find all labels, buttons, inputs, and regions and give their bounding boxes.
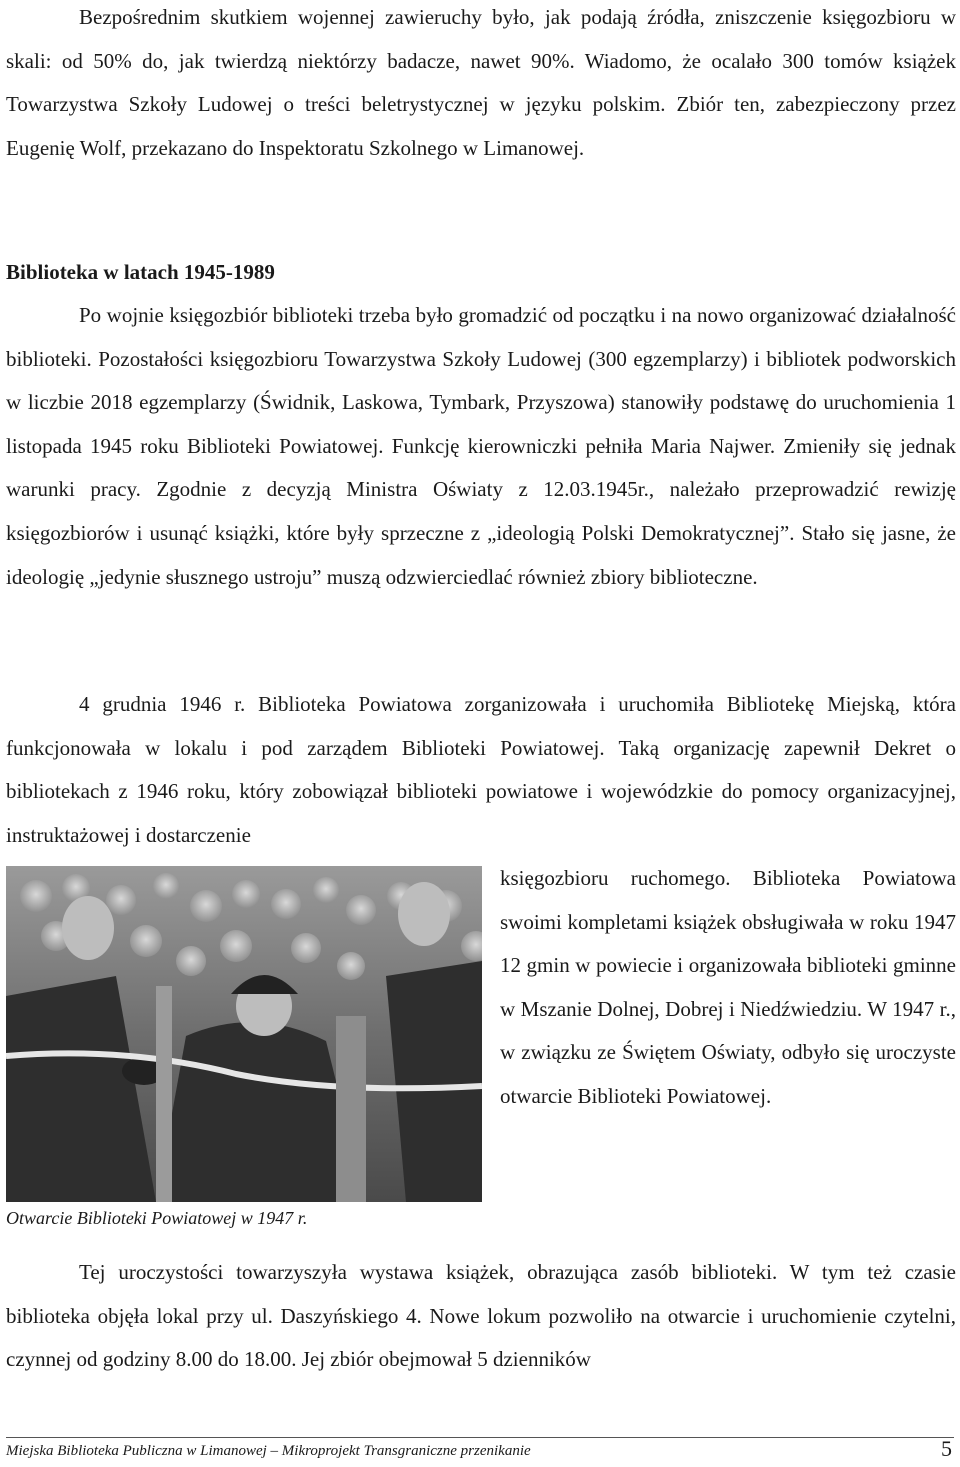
footer-text: Miejska Biblioteka Publiczna w Limanowej – Mikroprojekt Transgraniczne przenikanie (6, 1443, 531, 1459)
photo-caption: Otwarcie Biblioteki Powiatowej w 1947 r. (6, 1208, 308, 1228)
opening-ceremony-photo (6, 866, 482, 1202)
paragraph-city-library: 4 grudnia 1946 r. Biblioteka Powiatowa zorganizowała i uruchomiła Bibliotekę Miejską, która funkcjonowała w lokalu i pod zarządem Biblioteki Powiatowej. Taką organizację zapewnił Dekret o bibliotekach z 1946 roku, który zobowiązał biblioteki powiatowe i wojewódzkie do pomocy organizacyjnej, instruktażowej i dostarczenie (6, 692, 956, 847)
footer-divider (6, 1437, 954, 1438)
paragraph-postwar: Po wojnie księgozbiór biblioteki trzeba było gromadzić od początku i na nowo organizować działalność biblioteki. Pozostałości księgozbioru Towarzystwa Szkoły Ludowej (300 egzemplarzy) i bibliotek podworskich w liczbie 2018 egzemplarzy (Świdnik, Laskowa, Tymbark, Przyszowa) stanowiły podstawę do uruchomienia 1 listopada 1945 roku Biblioteki Powiatowej. Funkcję kierowniczki pełniła Maria Najwer. Zmieniły się jednak warunki pracy. Zgodnie z decyzją Ministra Oświaty z 12.03.1945r., należało przeprowadzić rewizję księgozbiorów i usunąć książki, które były sprzeczne z „ideologią Polski Demokratycznej”. Stało się jasne, że ideologię „jedynie słusznego ustroju” muszą odzwierciedlać również zbiory biblioteczne. (6, 303, 956, 589)
page-number: 5 (941, 1436, 952, 1461)
photo-image (6, 866, 482, 1202)
section-heading: Biblioteka w latach 1945-1989 (6, 260, 275, 284)
paragraph-side-text: księgozbioru ruchomego. Biblioteka Powiatowa swoimi kompletami książek obsługiwała w roku 1947 12 gmin w powiecie i organizowała biblioteki gminne w Mszanie Dolnej, Dobrej i Niedźwiedziu. W 1947 r., w związku ze Świętem Oświaty, odbyło się uroczyste otwarcie Biblioteki Powiatowej. (500, 866, 956, 1108)
paragraph-war-losses: Bezpośrednim skutkiem wojennej zawieruchy było, jak podają źródła, zniszczenie księgozbioru w skali: od 50% do, jak twierdzą niektórzy badacze, nawet 90%. Wiadomo, że ocalało 300 tomów książek Towarzystwa Szkoły Ludowej o treści beletrystycznej w języku polskim. Zbiór ten, zabezpieczony przez Eugenię Wolf, przekazano do Inspektoratu Szkolnego w Limanowej. (6, 5, 956, 160)
paragraph-reading-room: Tej uroczystości towarzyszyła wystawa książek, obrazująca zasób biblioteki. W tym też czasie biblioteka objęła lokal przy ul. Daszyńskiego 4. Nowe lokum pozwoliło na otwarcie i uruchomienie czytelni, czynnej od godziny 8.00 do 18.00. Jej zbiór obejmował 5 dzienników (6, 1260, 956, 1372)
